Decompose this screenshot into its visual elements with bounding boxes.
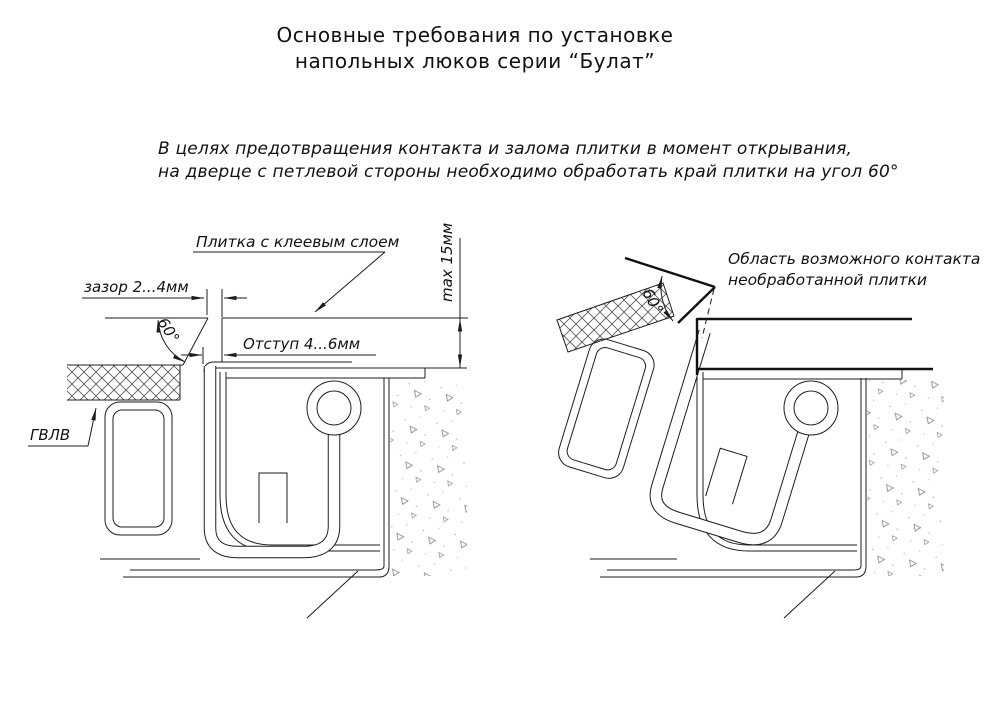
label-max-height: max 15мм bbox=[438, 222, 456, 302]
left-diagram-closed-hatch bbox=[28, 223, 468, 618]
break-line bbox=[307, 571, 358, 618]
title-line-2: напольных люков серии “Булат” bbox=[294, 49, 656, 73]
label-angle-right: 60° bbox=[638, 285, 667, 318]
hinge-pin bbox=[307, 381, 361, 435]
label-contact-1: Область возможного контакта bbox=[728, 250, 981, 268]
tile-bevel-edge bbox=[183, 318, 208, 365]
label-gvl: ГВЛВ bbox=[30, 426, 71, 444]
title-line-1: Основные требования по установке bbox=[276, 23, 674, 47]
label-tile-glue: Плитка с клеевым слоем bbox=[196, 233, 400, 251]
concrete-area-right bbox=[867, 380, 944, 576]
concrete-area bbox=[390, 380, 467, 576]
label-angle-left: 60° bbox=[153, 314, 184, 347]
label-gap: зазор 2...4мм bbox=[84, 278, 189, 296]
note-line-1: В целях предотвращения контакта и залома плитки в момент открывания, bbox=[158, 139, 853, 159]
hinge-pin-right bbox=[784, 381, 838, 435]
door-profile-tube bbox=[105, 402, 172, 535]
stud-detail bbox=[259, 473, 287, 523]
break-line-right bbox=[784, 571, 835, 618]
label-offset: Отступ 4...6мм bbox=[243, 335, 361, 353]
right-diagram-open-hatch bbox=[550, 250, 980, 618]
note-line-2: на дверце с петлевой стороны необходимо обработать край плитки на угол 60° bbox=[158, 162, 899, 182]
gvl-board bbox=[67, 365, 183, 400]
right-annotations bbox=[728, 250, 980, 289]
fixed-tile-right bbox=[696, 318, 933, 375]
label-contact-2: необработанной плитки bbox=[728, 271, 927, 289]
